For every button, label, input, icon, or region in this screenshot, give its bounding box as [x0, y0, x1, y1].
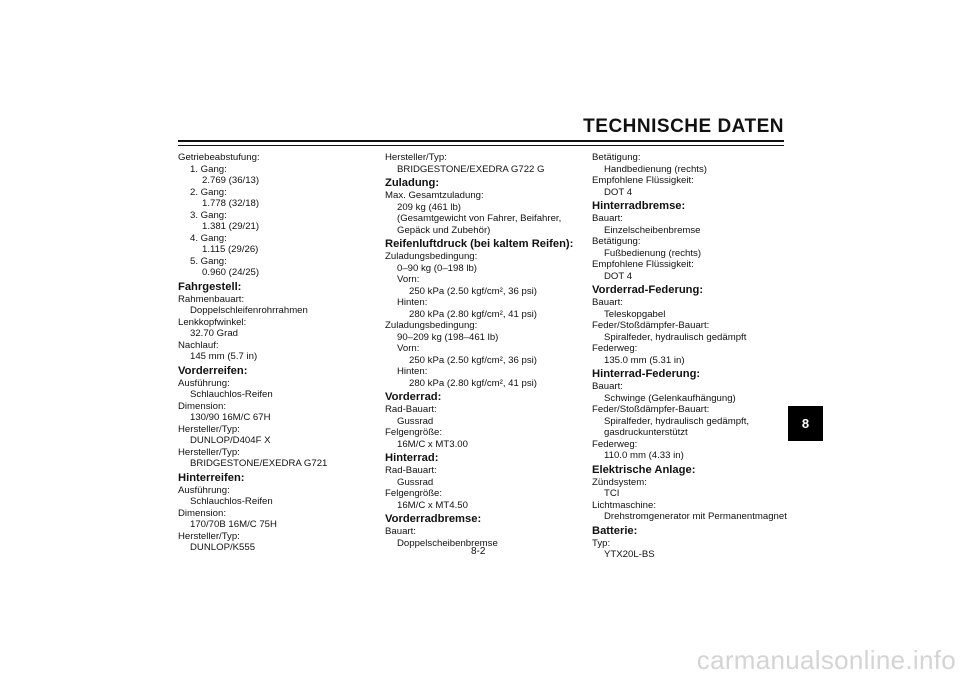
section-heading: Vorderrad-Federung: — [592, 284, 704, 296]
spec-line: Hersteller/Typ: — [385, 152, 447, 163]
spec-line: Zündsystem: — [592, 476, 647, 488]
spec-line: Rad-Bauart: — [385, 465, 437, 476]
spec-line: 135.0 mm (5.31 in) — [604, 354, 685, 366]
section-heading: Zuladung: — [385, 177, 440, 189]
spec-line: Handbedienung (rechts) — [604, 163, 707, 175]
section-heading: Hinterradbremse: — [592, 200, 686, 212]
section-heading: Vorderreifen: — [178, 364, 248, 377]
section-heading: Reifenluftdruck (bei kaltem Reifen): — [385, 238, 574, 250]
spec-line: Gussrad — [397, 415, 434, 427]
spec-line: Ausführung: — [178, 377, 230, 389]
spec-line: Bauart: — [592, 213, 623, 224]
spec-line: Doppelschleifenrohrrahmen — [190, 305, 308, 316]
section-heading: Fahrgestell: — [178, 280, 242, 293]
spec-line: 1.778 (32/18) — [202, 198, 260, 209]
spec-line: Betätigung: — [592, 152, 641, 163]
spec-line: 1.381 (29/21) — [202, 221, 260, 232]
spec-line: Dimension: — [178, 400, 226, 412]
spec-line: DUNLOP/K555 — [190, 542, 256, 553]
spec-line: Schlauchlos-Reifen — [190, 496, 273, 507]
header-rule-thick — [178, 140, 784, 142]
spec-line: Spiralfeder, hydraulisch gedämpft — [604, 331, 747, 343]
spec-line: Feder/Stoßdämpfer-Bauart: — [592, 404, 710, 415]
spec-line: 1. Gang: — [190, 163, 227, 175]
spec-line: Ausführung: — [178, 484, 230, 496]
spec-line: Max. Gesamtzuladung: — [385, 190, 484, 201]
spec-line: 0–90 kg (0–198 lb) — [397, 262, 478, 274]
section-heading: Vorderrad: — [385, 391, 442, 403]
spec-line: Dimension: — [178, 507, 226, 519]
spec-line: Teleskopgabel — [604, 308, 666, 320]
spec-line: Spiralfeder, hydraulisch gedämpft, — [604, 415, 750, 427]
spec-line: Hinten: — [397, 366, 428, 377]
spec-line: 250 kPa (2.50 kgf/cm², 36 psi) — [409, 354, 537, 366]
page-number: 8-2 — [471, 546, 486, 557]
spec-line: 2. Gang: — [190, 186, 227, 198]
spec-line: Bauart: — [592, 297, 623, 308]
spec-line: Hersteller/Typ: — [178, 446, 240, 458]
spec-line: YTX20L-BS — [604, 549, 655, 560]
spec-line: Rad-Bauart: — [385, 404, 437, 415]
spec-line: 250 kPa (2.50 kgf/cm², 36 psi) — [409, 285, 537, 297]
spec-line: 280 kPa (2.80 kgf/cm², 41 psi) — [409, 377, 537, 389]
spec-line: Zuladungsbedingung: — [385, 251, 478, 262]
spec-line: Federweg: — [592, 343, 638, 354]
spec-line: Empfohlene Flüssigkeit: — [592, 175, 694, 186]
spec-line: Bauart: — [385, 526, 416, 537]
spec-line: Gepäck und Zubehör) — [397, 224, 491, 236]
section-heading: Elektrische Anlage: — [592, 463, 696, 476]
spec-line: Hersteller/Typ: — [178, 423, 240, 435]
spec-line: Schlauchlos-Reifen — [190, 389, 273, 400]
spec-line: 0.960 (24/25) — [202, 267, 260, 278]
spec-line: Doppelscheibenbremse — [397, 537, 498, 549]
section-heading: Hinterrad-Federung: — [592, 368, 701, 380]
spec-line: Felgengröße: — [385, 488, 443, 499]
spec-line: 2.769 (36/13) — [202, 175, 260, 186]
section-heading: Hinterrad: — [385, 452, 439, 464]
section-heading: Batterie: — [592, 524, 638, 537]
spec-line: Lichtmaschine: — [592, 499, 656, 511]
spec-column-2 — [385, 152, 580, 549]
chapter-tab: 8 — [788, 406, 823, 441]
spec-line: Hinten: — [397, 297, 428, 308]
spec-line: BRIDGESTONE/EXEDRA G721 — [190, 458, 328, 469]
spec-line: Vorn: — [397, 343, 420, 354]
spec-line: Gussrad — [397, 476, 434, 488]
spec-line: 145 mm (5.7 in) — [190, 351, 258, 362]
spec-line: Fußbedienung (rechts) — [604, 247, 702, 259]
spec-line: 3. Gang: — [190, 209, 227, 221]
spec-line: 90–209 kg (198–461 lb) — [397, 331, 499, 343]
spec-line: DOT 4 — [604, 270, 633, 282]
spec-line: Lenkkopfwinkel: — [178, 316, 247, 328]
spec-line: 5. Gang: — [190, 255, 227, 267]
spec-line: Getriebeabstufung: — [178, 152, 260, 163]
spec-line: 170/70B 16M/C 75H — [190, 519, 277, 530]
spec-line: 32.70 Grad — [190, 328, 239, 339]
page-title: TECHNISCHE DATEN — [583, 116, 784, 137]
spec-line: 110.0 mm (4.33 in) — [604, 450, 684, 461]
header-rule-thin — [178, 145, 784, 146]
spec-line: Vorn: — [397, 274, 420, 285]
spec-line: Einzelscheibenbremse — [604, 224, 701, 236]
spec-line: 209 kg (461 lb) — [397, 201, 461, 213]
spec-line: 130/90 16M/C 67H — [190, 412, 271, 423]
spec-line: DUNLOP/D404F X — [190, 435, 271, 446]
spec-line: 4. Gang: — [190, 232, 227, 244]
spec-line: Betätigung: — [592, 236, 641, 247]
spec-line: 16M/C x MT3.00 — [397, 438, 468, 450]
spec-line: Drehstromgenerator mit Permanentmagnet — [604, 511, 787, 522]
spec-line: Empfohlene Flüssigkeit: — [592, 259, 694, 270]
spec-line: Typ: — [592, 537, 611, 549]
spec-line: gasdruckunterstützt — [604, 427, 688, 438]
spec-line: 280 kPa (2.80 kgf/cm², 41 psi) — [409, 308, 537, 320]
spec-line: Feder/Stoßdämpfer-Bauart: — [592, 320, 710, 331]
spec-line: BRIDGESTONE/EXEDRA G722 G — [397, 163, 545, 175]
spec-line: DOT 4 — [604, 186, 633, 198]
spec-line: Federweg: — [592, 438, 638, 450]
spec-line: Schwinge (Gelenkaufhängung) — [604, 392, 736, 404]
spec-line: Felgengröße: — [385, 427, 443, 438]
spec-line: Hersteller/Typ: — [178, 530, 240, 542]
spec-line: 16M/C x MT4.50 — [397, 499, 468, 511]
watermark: carmanualsonline.info — [696, 645, 956, 675]
spec-line: Nachlauf: — [178, 339, 219, 351]
spec-line: Rahmenbauart: — [178, 293, 245, 305]
spec-column-1 — [178, 152, 368, 554]
spec-line: Zuladungsbedingung: — [385, 320, 478, 331]
spec-line: (Gesamtgewicht von Fahrer, Beifahrer, — [397, 213, 562, 224]
spec-line: TCI — [604, 488, 620, 499]
spec-line: Bauart: — [592, 381, 623, 392]
spec-column-3 — [592, 152, 792, 561]
section-heading: Hinterreifen: — [178, 471, 245, 484]
spec-line: 1.115 (29/26) — [202, 244, 259, 255]
section-heading: Vorderradbremse: — [385, 513, 482, 525]
